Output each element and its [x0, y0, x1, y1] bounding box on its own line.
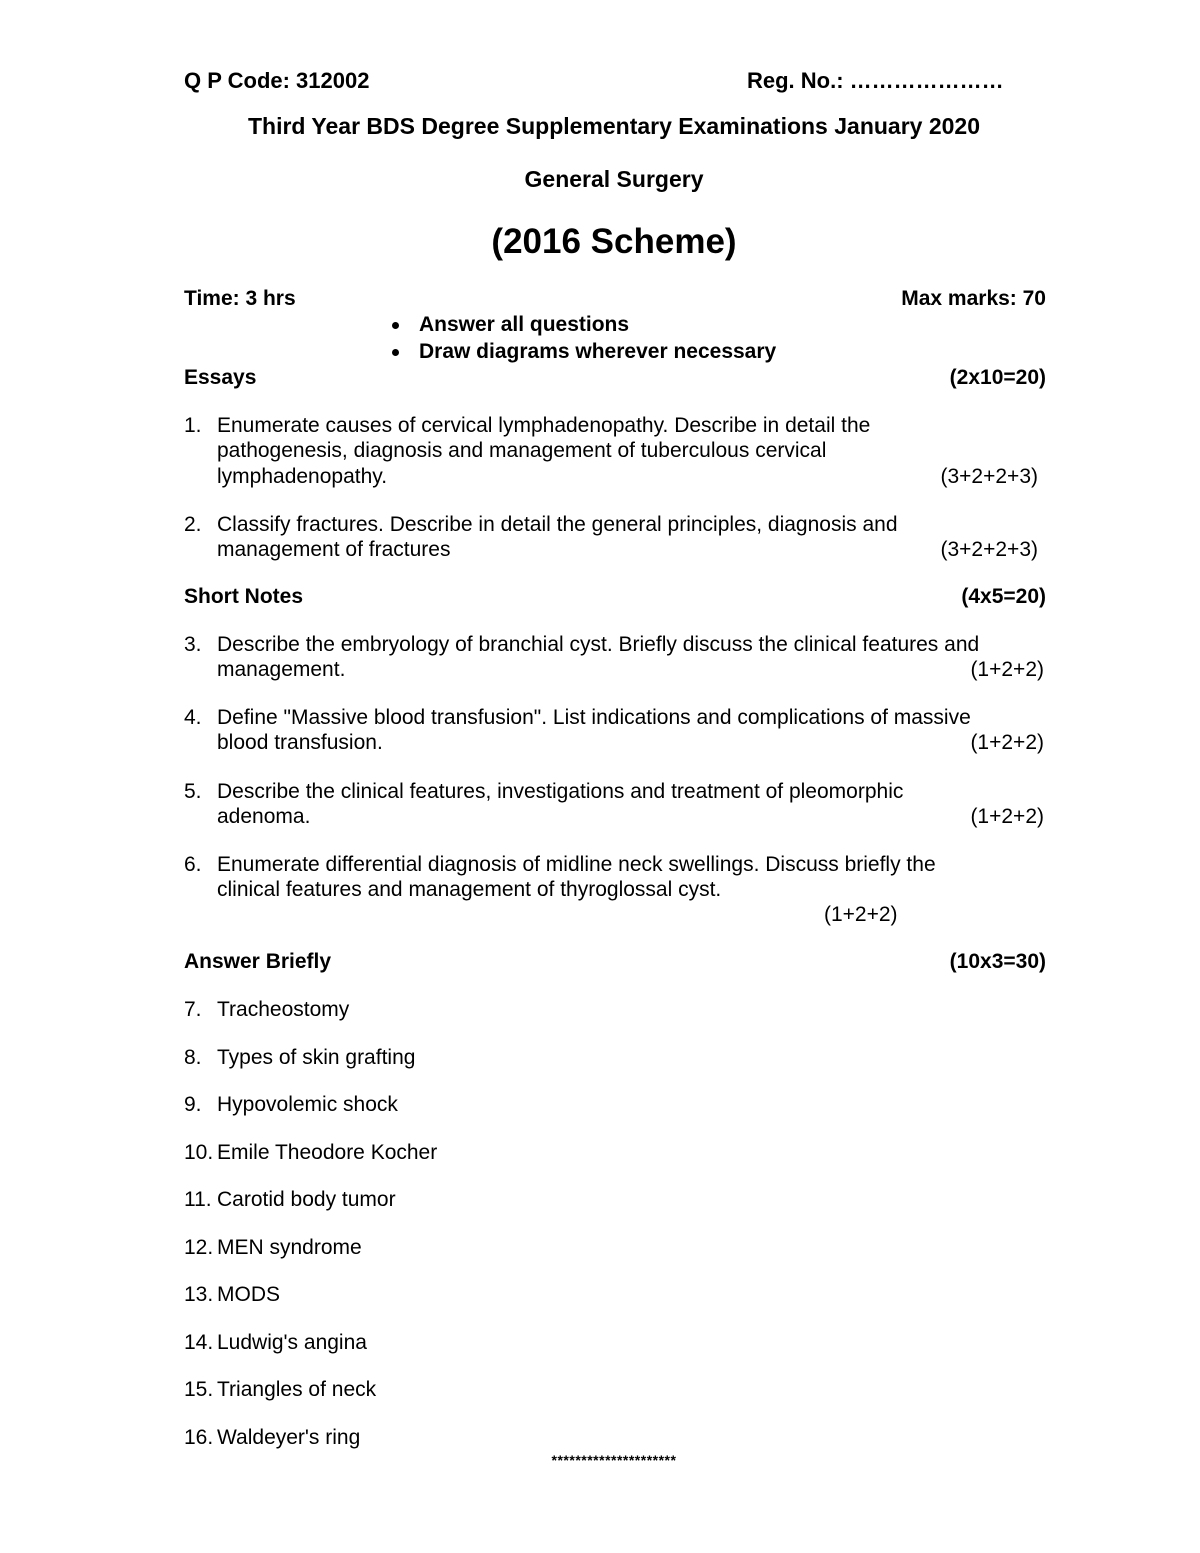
- reg-no: Reg. No.: …………………: [747, 68, 1004, 93]
- bullet-icon: [392, 322, 399, 329]
- question-number: 11.: [184, 1188, 212, 1211]
- question-line: clinical features and management of thyroglossal cyst.: [217, 878, 722, 901]
- bullet-icon: [392, 349, 399, 356]
- question-number: 13.: [184, 1283, 214, 1306]
- question-marks: (1+2+2): [970, 805, 1044, 828]
- scheme-title: (2016 Scheme): [491, 222, 737, 261]
- question-line: pathogenesis, diagnosis and management of tuberculous cervical: [217, 439, 827, 462]
- question-number: 8.: [184, 1046, 202, 1069]
- section-essays-marks: (2x10=20): [949, 366, 1046, 389]
- question-line: blood transfusion.: [217, 731, 383, 754]
- question-line: MODS: [217, 1283, 280, 1306]
- question-number: 7.: [184, 998, 202, 1021]
- question-line: Types of skin grafting: [217, 1046, 416, 1069]
- footer-stars: *********************: [551, 1452, 677, 1468]
- question-line: Emile Theodore Kocher: [217, 1141, 438, 1164]
- question-marks: (3+2+2+3): [940, 538, 1038, 561]
- question-line: Define "Massive blood transfusion". List indications and complications of massive: [217, 706, 971, 729]
- question-number: 9.: [184, 1093, 202, 1116]
- section-short-notes-marks: (4x5=20): [961, 585, 1046, 608]
- question-line: Describe the embryology of branchial cyst. Briefly discuss the clinical features and: [217, 633, 980, 656]
- question-marks: (1+2+2): [970, 658, 1044, 681]
- question-line: management.: [217, 658, 346, 681]
- question-line: Describe the clinical features, investigations and treatment of pleomorphic: [217, 780, 904, 803]
- section-essays-title: Essays: [184, 366, 257, 389]
- instruction-2: Draw diagrams wherever necessary: [419, 340, 777, 363]
- question-line: lymphadenopathy.: [217, 465, 388, 488]
- question-number: 3.: [184, 633, 202, 656]
- question-number: 15.: [184, 1378, 214, 1401]
- question-line: Waldeyer's ring: [217, 1426, 361, 1449]
- question-marks: (1+2+2): [970, 731, 1044, 754]
- question-line: MEN syndrome: [217, 1236, 362, 1259]
- section-short-notes-title: Short Notes: [184, 585, 304, 608]
- instruction-1: Answer all questions: [419, 313, 630, 336]
- question-marks: (3+2+2+3): [940, 465, 1038, 488]
- question-line: adenoma.: [217, 805, 311, 828]
- question-line: Carotid body tumor: [217, 1188, 396, 1211]
- question-number: 2.: [184, 513, 202, 536]
- question-line: Hypovolemic shock: [217, 1093, 398, 1116]
- question-line: Enumerate differential diagnosis of midline neck swellings. Discuss briefly the: [217, 853, 936, 876]
- question-number: 12.: [184, 1236, 214, 1259]
- question-number: 4.: [184, 706, 202, 729]
- question-number: 10.: [184, 1141, 214, 1164]
- question-number: 16.: [184, 1426, 214, 1449]
- question-line: Triangles of neck: [217, 1378, 377, 1401]
- max-marks: Max marks: 70: [901, 287, 1046, 310]
- subject-title: General Surgery: [524, 166, 704, 192]
- question-number: 6.: [184, 853, 202, 876]
- question-number: 5.: [184, 780, 202, 803]
- time-label: Time: 3 hrs: [184, 287, 296, 310]
- question-line: Classify fractures. Describe in detail the general principles, diagnosis and: [217, 513, 898, 536]
- section-answer-briefly-marks: (10x3=30): [949, 950, 1046, 973]
- qp-code: Q P Code: 312002: [184, 68, 370, 93]
- question-line: Enumerate causes of cervical lymphadenopathy. Describe in detail the: [217, 414, 871, 437]
- question-line: Ludwig's angina: [217, 1331, 367, 1354]
- section-answer-briefly-title: Answer Briefly: [184, 950, 332, 973]
- question-line: Tracheostomy: [217, 998, 350, 1021]
- question-marks: (1+2+2): [824, 903, 898, 926]
- exam-title: Third Year BDS Degree Supplementary Examinations January 2020: [247, 113, 981, 139]
- question-number: 14.: [184, 1331, 214, 1354]
- question-line: management of fractures: [217, 538, 451, 561]
- question-number: 1.: [184, 414, 202, 437]
